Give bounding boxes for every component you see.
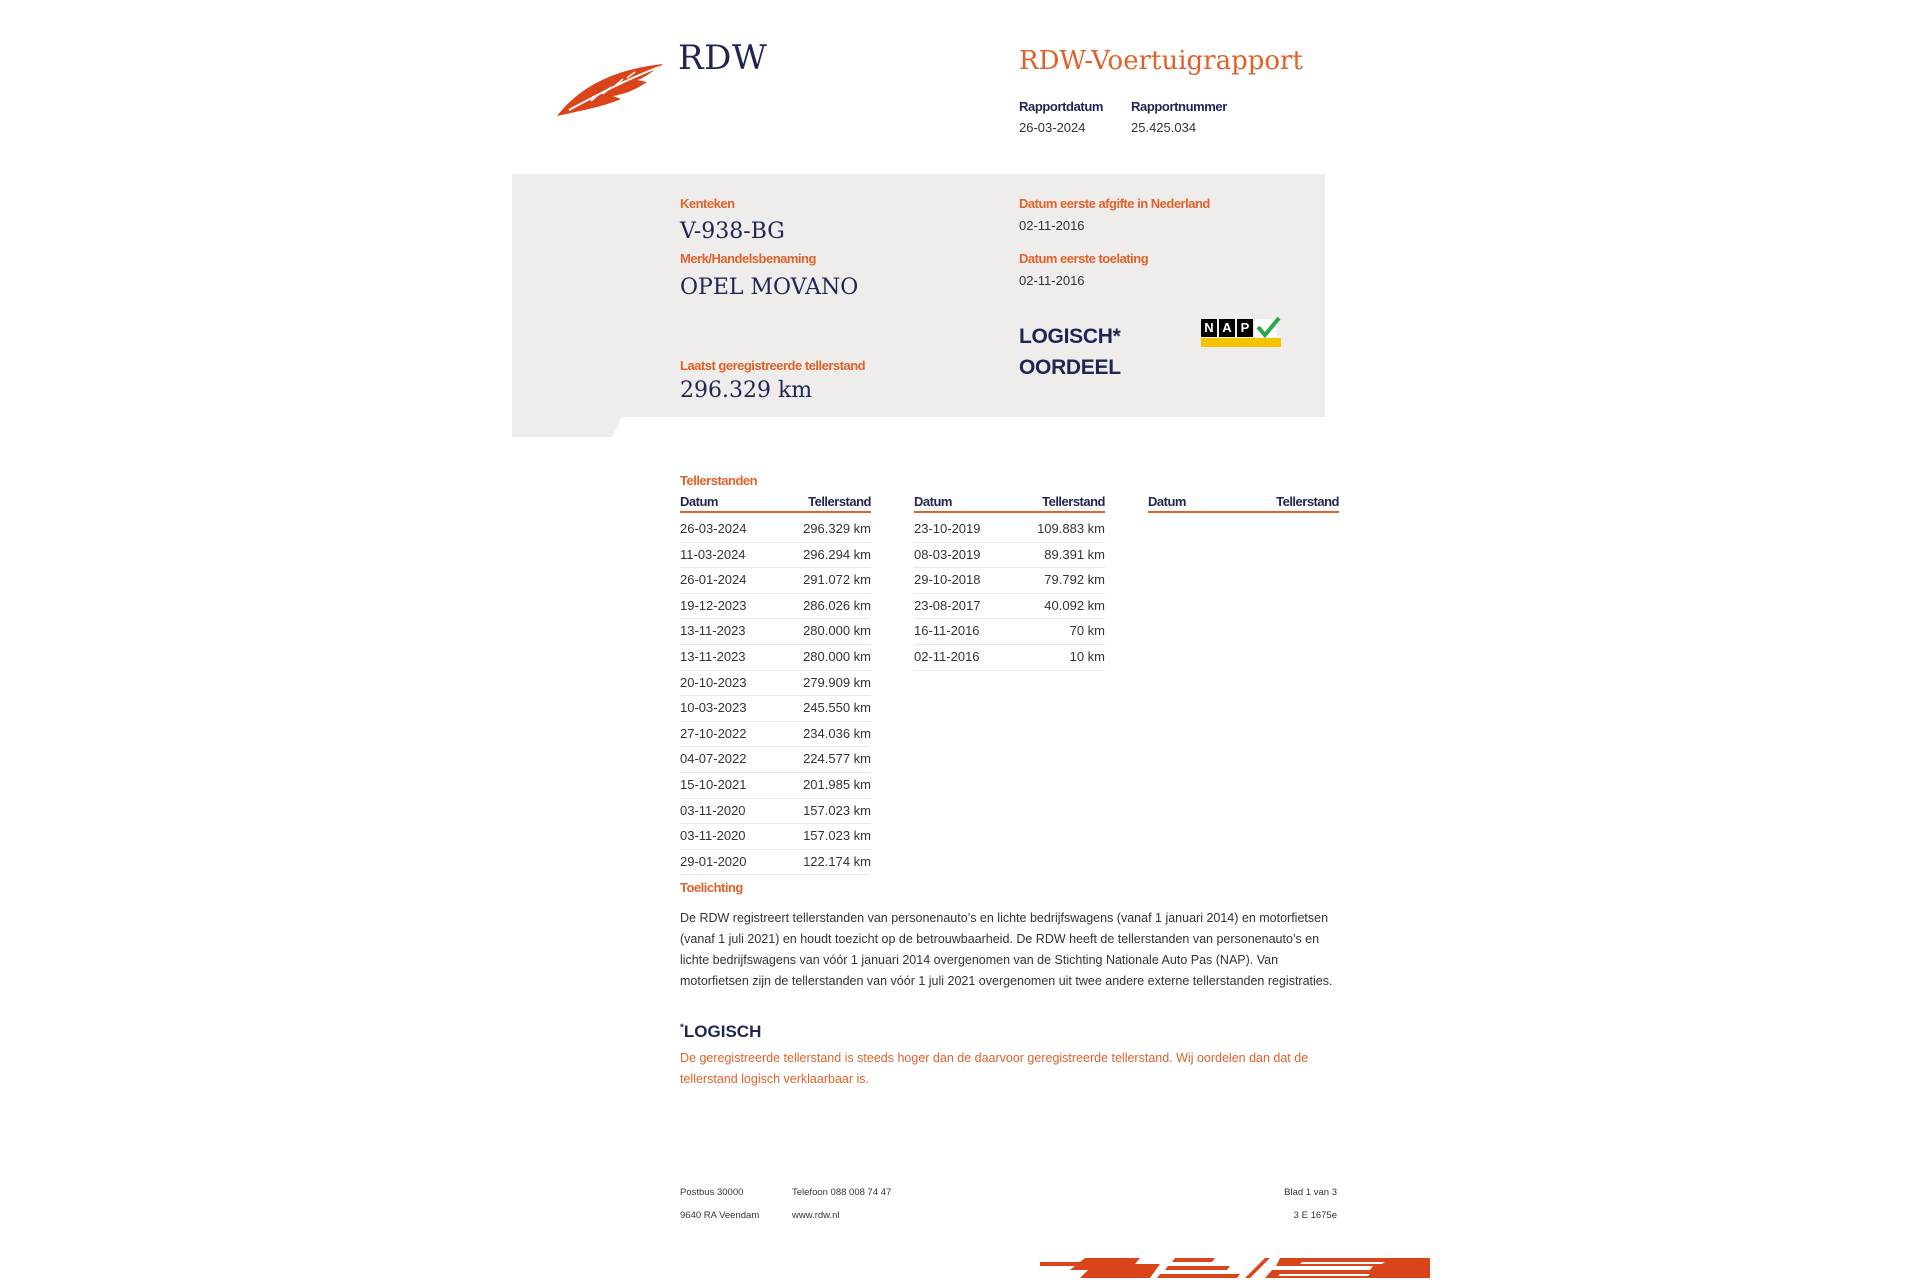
note-mark: * — [680, 1022, 684, 1034]
table-row — [914, 543, 1105, 569]
readings-column-3 — [1148, 494, 1339, 513]
reading-date: 15-10-2021 — [680, 776, 747, 792]
verdict-line-1: LOGISCH* — [1019, 325, 1121, 348]
table-row — [680, 517, 871, 543]
table-row — [680, 747, 871, 773]
last-reading-value: 296.329 km — [680, 378, 813, 403]
table-row — [680, 543, 871, 569]
reading-value: 286.026 km — [803, 597, 871, 613]
col-reading-header: Tellerstand — [808, 494, 871, 509]
reading-date: 13-11-2023 — [680, 623, 746, 639]
explanation-title: Toelichting — [680, 880, 743, 895]
reading-value: 122.174 km — [803, 853, 871, 869]
footer-phone: Telefoon 088 008 74 47 — [792, 1187, 892, 1198]
footer-postcode: 9640 RA Veendam — [680, 1210, 760, 1221]
table-row — [680, 696, 871, 722]
column-2-header — [914, 494, 1105, 513]
reading-value: 224.577 km — [803, 751, 871, 767]
table-row — [914, 568, 1105, 594]
reading-date: 03-11-2020 — [680, 828, 746, 844]
reading-date: 20-10-2023 — [680, 674, 747, 690]
panel-notch — [512, 417, 1325, 437]
reading-value: 89.391 km — [1044, 546, 1105, 562]
report-title: RDW-Voertuigrapport — [1019, 46, 1303, 76]
col-date-header: Datum — [680, 494, 718, 509]
note-title: LOGISCH — [683, 1022, 762, 1041]
table-row — [680, 799, 871, 825]
table-row — [680, 645, 871, 671]
reading-value: 280.000 km — [803, 648, 871, 664]
last-reading-label: Laatst geregistreerde tellerstand — [680, 358, 866, 373]
table-row — [914, 645, 1105, 671]
table-row — [914, 619, 1105, 645]
column-1-header — [680, 494, 871, 513]
table-row — [680, 773, 871, 799]
brand-name: RDW — [678, 38, 768, 78]
reading-value: 10 km — [1069, 648, 1105, 664]
col-reading-header: Tellerstand — [1276, 494, 1339, 509]
table-row — [680, 568, 871, 594]
footer-code: 3 E 1675e — [1293, 1210, 1337, 1221]
report-number-label: Rapportnummer — [1131, 99, 1227, 114]
reading-date: 13-11-2023 — [680, 648, 746, 664]
reading-date: 29-10-2018 — [914, 572, 981, 588]
reading-value: 296.294 km — [803, 546, 871, 562]
report-number: 25.425.034 — [1131, 120, 1197, 135]
first-admission-label: Datum eerste toelating — [1019, 251, 1149, 266]
report-date: 26-03-2024 — [1019, 120, 1086, 135]
reading-value: 109.883 km — [1037, 521, 1105, 536]
nap-check-icon — [1201, 319, 1281, 349]
plate-value: V-938-BG — [680, 219, 785, 244]
table-row — [914, 517, 1105, 543]
table-row — [680, 671, 871, 697]
footer-website[interactable]: www.rdw.nl — [792, 1210, 840, 1221]
reading-date: 29-01-2020 — [680, 853, 747, 869]
reading-date: 08-03-2019 — [914, 546, 981, 562]
reading-value: 291.072 km — [803, 572, 871, 588]
footer-page: Blad 1 van 3 — [1284, 1187, 1337, 1198]
col-reading-header: Tellerstand — [1042, 494, 1105, 509]
reading-date: 26-01-2024 — [680, 572, 747, 588]
reading-date: 03-11-2020 — [680, 802, 746, 818]
readings-title: Tellerstanden — [680, 473, 758, 488]
reading-date: 02-11-2016 — [914, 648, 980, 664]
reading-value: 157.023 km — [803, 802, 871, 818]
reading-value: 296.329 km — [803, 521, 871, 536]
column-3-header — [1148, 494, 1339, 513]
readings-column-1 — [680, 494, 871, 875]
reading-date: 26-03-2024 — [680, 521, 747, 536]
reading-value: 201.985 km — [803, 776, 871, 792]
reading-value: 157.023 km — [803, 828, 871, 844]
reading-date: 27-10-2022 — [680, 725, 747, 741]
make-label: Merk/Handelsbenaming — [680, 251, 816, 266]
table-row — [680, 594, 871, 620]
table-row — [914, 594, 1105, 620]
readings-column-2 — [914, 494, 1105, 671]
col-date-header: Datum — [914, 494, 952, 509]
reading-value: 245.550 km — [803, 700, 871, 716]
first-issue-nl-label: Datum eerste afgifte in Nederland — [1019, 196, 1210, 211]
nap-letter-a: A — [1219, 319, 1235, 337]
explanation-text: De RDW registreert tellerstanden van personenauto’s en lichte bedrijfswagens (vanaf 1 januari 2014) en motorfietsen (vanaf 1 juli 2021) en houdt toezicht op de betrouwbaarheid. De RDW heeft de tellerstanden van personenauto’s en lichte bedrijfswagens van vóór 1 januari 2014 overgenomen van de Stichting Nationale Auto Pas (NAP). Van motorfietsen zijn de tellerstanden van vóór 1 juli 2021 overgenomen uit twee andere externe tellerstanden registraties. — [680, 911, 1333, 988]
first-admission-value: 02-11-2016 — [1019, 273, 1085, 288]
col-date-header: Datum — [1148, 494, 1186, 509]
make-value: OPEL MOVANO — [680, 275, 859, 300]
note-text: De geregistreerde tellerstand is steeds hoger dan de daarvoor geregistreerde tellerstand. Wij oordelen dan dat de tellerstand logisch verklaarbaar is. — [680, 1051, 1309, 1086]
reading-value: 279.909 km — [803, 674, 871, 690]
table-row — [680, 850, 871, 876]
reading-date: 19-12-2023 — [680, 597, 747, 613]
reading-value: 79.792 km — [1044, 572, 1105, 588]
footer-po-box: Postbus 30000 — [680, 1187, 744, 1198]
column-2-rows — [914, 517, 1105, 671]
table-row — [680, 722, 871, 748]
reading-date: 16-11-2016 — [914, 623, 980, 639]
reading-date: 10-03-2023 — [680, 700, 747, 716]
reading-value: 280.000 km — [803, 623, 871, 639]
table-row — [680, 824, 871, 850]
reading-value: 40.092 km — [1044, 597, 1105, 613]
verdict-line-2: OORDEEL — [1019, 356, 1121, 379]
vehicle-info-panel — [512, 174, 1325, 436]
rdw-logo — [555, 58, 665, 118]
first-issue-nl-value: 02-11-2016 — [1019, 218, 1085, 233]
table-row — [680, 619, 871, 645]
reading-value: 70 km — [1069, 623, 1105, 639]
nap-letter-p: P — [1237, 319, 1253, 337]
reading-date: 04-07-2022 — [680, 751, 747, 767]
reading-date: 23-08-2017 — [914, 597, 981, 613]
reading-date: 23-10-2019 — [914, 521, 981, 536]
reading-date: 11-03-2024 — [680, 546, 746, 562]
report-date-label: Rapportdatum — [1019, 99, 1104, 114]
column-1-rows — [680, 517, 871, 875]
plate-label: Kenteken — [680, 196, 735, 211]
footer-stripes — [1040, 1256, 1430, 1280]
reading-value: 234.036 km — [803, 725, 871, 741]
note-heading — [680, 1022, 761, 1042]
nap-letter-n: N — [1201, 319, 1217, 337]
